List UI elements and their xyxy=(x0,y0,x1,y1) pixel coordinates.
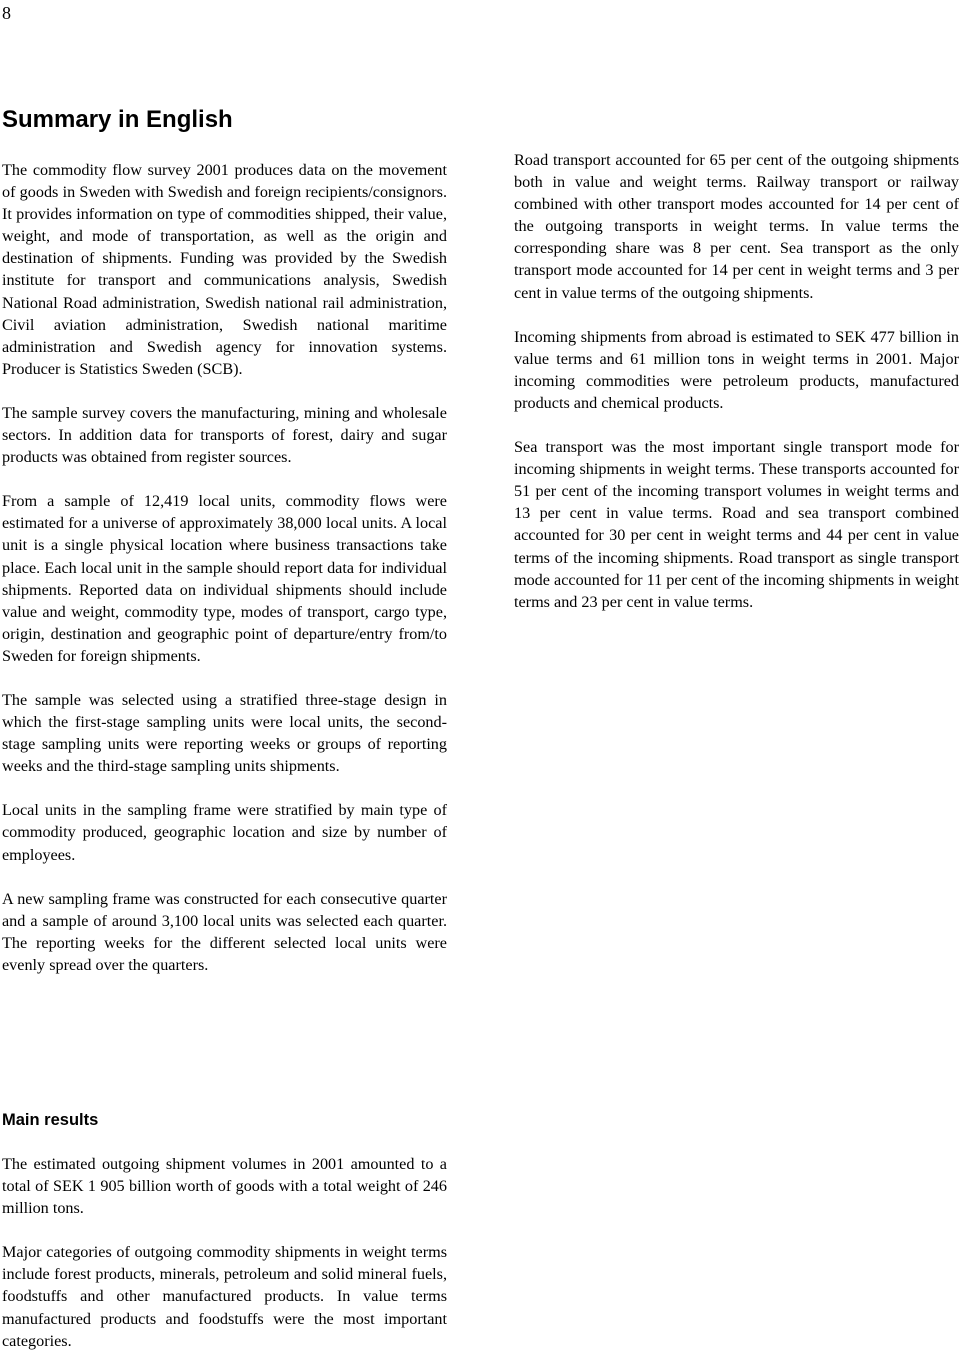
paragraph-outgoing-categories: Major categories of outgoing commodity shipments in weight terms include forest products, minerals, petroleum and solid mineral fuels, foodstuffs and other manufactured products. In value terms manufactured products and foodstuffs were the most important categories. xyxy=(2,1243,447,1350)
left-column-main-results xyxy=(2,1153,447,1352)
paragraph-local-units: From a sample of 12,419 local units, commodity flows were estimated for a universe of approximately 38,000 local units. A local unit is a single physical location where business transactions take place. Each local unit in the sample should report data for individual shipments. Reported data on individual shipments should include value and weight, commodity type, modes of transport, cargo type, origin, destination and geographic point of departure/entry from/to Sweden for foreign shipments. xyxy=(2,492,447,665)
left-column-intro xyxy=(2,159,447,976)
page-title: Summary in English xyxy=(2,106,233,133)
section-heading-main-results: Main results xyxy=(2,1111,99,1129)
paragraph-sampling-frame: A new sampling frame was constructed for each consecutive quarter and a sample of around 3,100 local units was selected each quarter. The reporting weeks for the different selected local units were evenly spread over the quarters. xyxy=(2,889,447,974)
paragraph-sample-coverage: The sample survey covers the manufacturing, mining and wholesale sectors. In addition data for transports of forest, dairy and sugar products was obtained from register sources. xyxy=(2,403,447,467)
paragraph-outgoing-volumes: The estimated outgoing shipment volumes in 2001 amounted to a total of SEK 1 905 billion worth of goods with a total weight of 246 million tons. xyxy=(2,1155,447,1218)
paragraph-stratification: Local units in the sampling frame were stratified by main type of commodity produced, geographic location and size by number of employees. xyxy=(2,801,447,864)
paragraph-incoming-transport-modes: Sea transport was the most important single transport mode for incoming shipments in weight terms. These transports accounted for 51 per cent of the incoming transport volumes in weight terms and 13 per cent in value terms. Road and sea transport combined accounted for 30 per cent in weight terms and 44 per cent in value terms of the incoming shipments. Road transport as single transport mode accounted for 11 per cent of the incoming shipments in weight terms and 23 per cent in value terms. xyxy=(514,438,959,611)
right-column xyxy=(514,149,959,613)
paragraph-road-transport-share: Road transport accounted for 65 per cent of the outgoing shipments both in value and weight terms. Railway transport or railway combined with other transport modes accounted for 14 per cent of the outgoing transports in weight terms. In value terms the corresponding share was 8 per cent. Sea transport as the only transport mode accounted for 14 per cent in weight terms and 3 per cent in value terms of the outgoing shipments. xyxy=(514,151,959,302)
paragraph-survey-overview: The commodity flow survey 2001 produces data on the movement of goods in Sweden with Swedish and foreign recipients/consignors. It provides information on type of commodities shipped, their value, weight, and mode of transportation, as well as the origin and destination of shipments. Funding was provided by the Swedish institute for transport and communications analysis, Swedish National Road administration, Swedish national rail administration, Civil aviation administration, Swedish national maritime administration and Swedish agency for innovation systems. Producer is Statistics Sweden (SCB). xyxy=(2,161,447,378)
paragraph-incoming-shipments: Incoming shipments from abroad is estimated to SEK 477 billion in value terms and 61 million tons in weight terms in 2001. Major incoming commodities were petroleum products, manufactured products and chemical products. xyxy=(514,327,959,412)
paragraph-sample-design: The sample was selected using a stratified three-stage design in which the first-stage sampling units were local units, the second-stage sampling units were reporting weeks or groups of reporting weeks and the third-stage sampling units shipments. xyxy=(2,690,447,776)
page-number: 8 xyxy=(2,3,11,23)
